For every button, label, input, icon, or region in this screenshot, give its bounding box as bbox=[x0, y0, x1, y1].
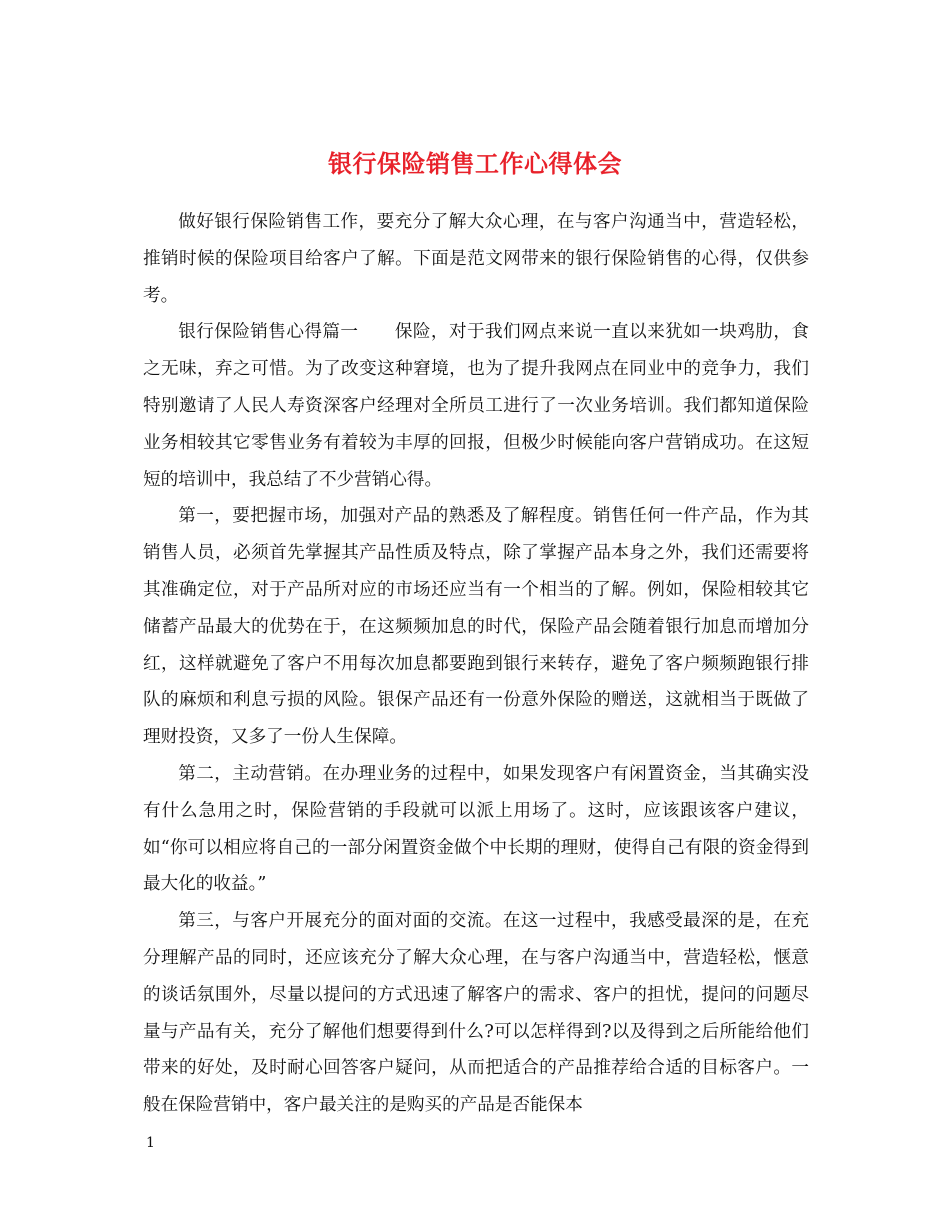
paragraph-point-two: 第二，主动营销。在办理业务的过程中，如果发现客户有闲置资金，当其确实没有什么急用之时，保险营销的手段就可以派上用场了。这时，应该跟该客户建议，如“你可以相应将自己的一部分闲置资金做个中长期的理财，使得自己有限的资金得到最大化的收益。” bbox=[143, 763, 809, 895]
page-number: 1 bbox=[146, 1135, 155, 1151]
paragraph-point-three: 第三，与客户开展充分的面对面的交流。在这一过程中，我感受最深的是，在充分理解产品的同时，还应该充分了解大众心理，在与客户沟通当中，营造轻松，惬意的谈话氛围外，尽量以提问的方式迅速了解客户的需求、客户的担忧，提问的问题尽量与产品有关，充分了解他们想要得到什么?可以怎样得到?以及得到之后所能给他们带来的好处，及时耐心回答客户疑问，从而把适合的产品推荐给合适的目标客户。一般在保险营销中，客户最关注的是购买的产品是否能保本 bbox=[143, 911, 809, 1116]
document-title: 银行保险销售工作心得体会 bbox=[328, 150, 622, 179]
paragraph-intro: 做好银行保险销售工作，要充分了解大众心理，在与客户沟通当中，营造轻松，推销时候的保险项目给客户了解。下面是范文网带来的银行保险销售的心得，仅供参考。 bbox=[143, 212, 809, 306]
paragraph-section-one bbox=[143, 314, 809, 498]
section-intro-text: 保险，对于我们网点来说一直以来犹如一块鸡肋，食之无味，弃之可惜。为了改变这种窘境，也为了提升我网点在同业中的竞争力，我们特别邀请了人民人寿资深客户经理对全所员工进行了一次业务培训。我们都知道保险业务相较其它零售业务有着较为丰厚的回报，但极少时候能向客户营销成功。在这短短的培训中，我总结了不少营销心得。 bbox=[143, 322, 809, 490]
section-heading: 银行保险销售心得篇一 bbox=[178, 322, 359, 343]
paragraph-point-one: 第一，要把握市场，加强对产品的熟悉及了解程度。销售任何一件产品，作为其销售人员，必须首先掌握其产品性质及特点，除了掌握产品本身之外，我们还需要将其准确定位，对于产品所对应的市场还应当有一个相当的了解。例如，保险相较其它储蓄产品最大的优势在于，在这频频加息的时代，保险产品会随着银行加息而增加分红，这样就避免了客户不用每次加息都要跑到银行来转存，避免了客户频频跑银行排队的麻烦和利息亏损的风险。银保产品还有一份意外保险的赠送，这就相当于既做了理财投资，又多了一份人生保障。 bbox=[143, 506, 809, 748]
document-body bbox=[143, 204, 809, 1124]
